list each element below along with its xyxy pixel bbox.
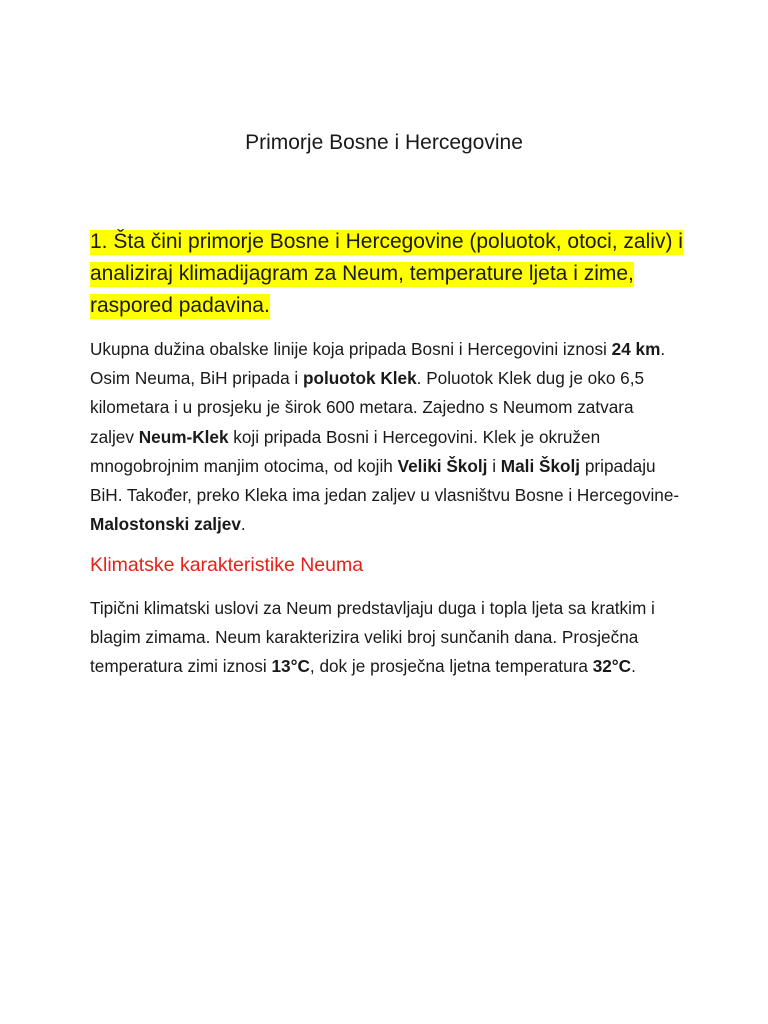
bold-text: 24 km	[611, 339, 661, 359]
bold-text: 32°C	[592, 656, 632, 677]
document-title: Primorje Bosne i Hercegovine	[245, 131, 523, 154]
text-run: . Poluotok Klek dug je oko 6,5 kilometara i u prosjeku je širok 600 metara. Zajedno s Neumom zatvara zaljev	[90, 368, 645, 447]
bold-text: Veliki Školj	[397, 455, 488, 476]
text-run: pripadaju BiH. Također, preko Kleka ima jedan zaljev u vlasništvu Bosne i Hercegovine-	[90, 455, 680, 506]
bold-text: Mali Školj	[500, 455, 581, 476]
text-run: Ukupna dužina obalske linije koja pripada Bosni i Hercegovini iznosi	[90, 339, 612, 359]
bold-text: 13°C	[271, 656, 310, 677]
text-run: koji pripada Bosni i Hercegovini. Klek je okružen mnogobrojnim manjim otocima, od kojih	[90, 426, 601, 476]
text-run: .	[631, 656, 636, 677]
paragraph-climate	[90, 594, 680, 682]
highlighted-question: 1. Šta čini primorje Bosne i Hercegovine (poluotok, otoci, zaliv) i analiziraj klimadijagram za Neum, temperature ljeta i zime, raspored padavina.	[90, 230, 683, 317]
text-run: .	[240, 514, 246, 535]
text-run: Tipični klimatski uslovi za Neum predstavljaju duga i topla ljeta sa kratkim i blagim zimama. Neum karakterizira veliki broj sunčanih dana. Prosječna temperatura zimi iznosi	[90, 598, 655, 677]
bold-text: Neum-Klek	[138, 426, 229, 447]
bold-text: Malostonski zaljev	[90, 514, 241, 535]
text-run: i	[487, 455, 501, 476]
paragraph-coastline	[90, 335, 680, 539]
text-run: , dok je prosječna ljetna temperatura	[309, 656, 593, 677]
question-text	[90, 226, 690, 322]
text-run: . Osim Neuma, BiH pripada i	[90, 339, 666, 389]
section-heading-climate: Klimatske karakteristike Neuma	[90, 554, 364, 576]
bold-text: poluotok Klek	[303, 368, 417, 389]
